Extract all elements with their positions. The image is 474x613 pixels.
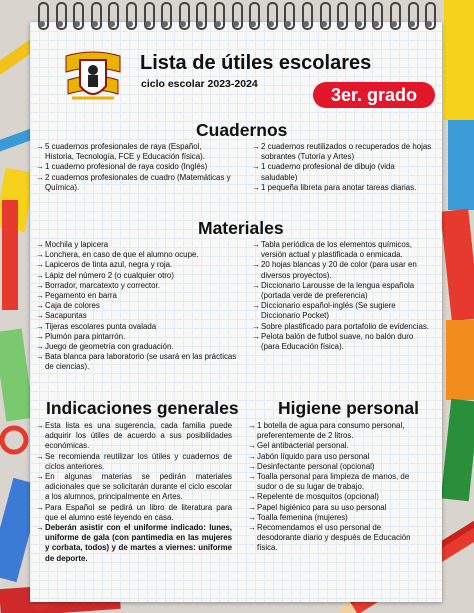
arrow-bullet-icon: → bbox=[248, 523, 256, 533]
list-item: → Juego de geometría con graduación. bbox=[36, 342, 174, 352]
materiales-list-left bbox=[36, 240, 238, 373]
list-item: → Tijeras escolares punta ovalada bbox=[36, 321, 157, 331]
arrow-bullet-icon: → bbox=[248, 492, 256, 502]
indicaciones-list bbox=[36, 421, 232, 564]
arrow-bullet-icon: → bbox=[36, 342, 44, 352]
notebook-rings bbox=[30, 2, 442, 32]
section-heading-indicaciones: Indicaciones generales bbox=[46, 398, 239, 418]
arrow-bullet-icon: → bbox=[36, 301, 44, 311]
arrow-bullet-icon: → bbox=[36, 523, 44, 533]
cuadernos-list-right bbox=[252, 142, 432, 193]
binder-hole bbox=[303, 21, 309, 27]
binder-hole bbox=[180, 21, 186, 27]
list-item: → Sobre plastificado para portafolio de evidencias. bbox=[252, 321, 429, 331]
list-item: → 5 cuadernos profesionales de raya (Español, Historia, Tecnología, FCE y Educación física). bbox=[36, 142, 205, 162]
list-item: → Lonchera, en caso de que el alumno ocupe. bbox=[36, 250, 199, 260]
arrow-bullet-icon: → bbox=[252, 162, 260, 172]
page-title: Lista de útiles escolares bbox=[140, 52, 372, 74]
arrow-bullet-icon: → bbox=[36, 352, 44, 362]
list-item: → Para Español se pedirá un libro de literatura para que el alumno esté leyendo en casa. bbox=[36, 502, 232, 522]
arrow-bullet-icon: → bbox=[36, 311, 44, 321]
list-item: → Pelota balón de futbol suave, no balón duro (para Educación física). bbox=[252, 331, 414, 352]
binder-hole bbox=[321, 21, 327, 27]
arrow-bullet-icon: → bbox=[248, 451, 256, 461]
arrow-bullet-icon: → bbox=[252, 182, 260, 192]
list-item: → En algunas materias se pedirán materiales adicionales que se solicitarán durante el ciclo escolar a los alumnos, principalmente en Artes. bbox=[36, 472, 232, 502]
arrow-bullet-icon: → bbox=[248, 472, 256, 482]
list-item: → Borrador, marcatexto y corrector. bbox=[36, 280, 160, 290]
arrow-bullet-icon: → bbox=[36, 172, 44, 182]
list-item: → Plumón para pintarrón. bbox=[36, 331, 126, 341]
arrow-bullet-icon: → bbox=[248, 512, 256, 522]
arrow-bullet-icon: → bbox=[252, 321, 260, 331]
list-item: → Deberán asistir con el uniforme indicado: lunes, uniforme de gala (con pantimedia en las mujeres y corbata, todos) y de martes a viernes: uniforme de deporte. bbox=[36, 523, 232, 563]
list-item: → Diccionario español-inglés (Se sugiere Diccionario Pocket) bbox=[252, 301, 396, 321]
list-item: → Lapiceros de tinta azul, negra y roja. bbox=[36, 260, 173, 270]
binder-hole bbox=[92, 21, 98, 27]
list-item: → Toalla femenina (mujeres) bbox=[248, 512, 348, 522]
binder-hole bbox=[391, 21, 397, 27]
list-item: → Recomendamos el uso personal de desodorante diario y después de Educación física. bbox=[248, 523, 411, 553]
arrow-bullet-icon: → bbox=[36, 250, 44, 260]
arrow-bullet-icon: → bbox=[252, 260, 260, 270]
list-item: → Jabón líquido para uso personal bbox=[248, 451, 370, 461]
list-item: → 20 hojas blancas y 20 de color (para usar en diversos proyectos). bbox=[252, 260, 417, 280]
arrow-bullet-icon: → bbox=[252, 331, 260, 341]
binder-hole bbox=[268, 21, 274, 27]
arrow-bullet-icon: → bbox=[248, 421, 256, 430]
binder-hole bbox=[39, 21, 45, 27]
list-item: → Lápiz del número 2 (o cualquier otro) bbox=[36, 270, 174, 280]
arrow-bullet-icon: → bbox=[36, 240, 44, 249]
list-item: → 1 botella de agua para consumo personal, preferentemente de 2 litros. bbox=[248, 421, 405, 441]
list-item: → 1 pequeña libreta para anotar tareas diarias. bbox=[252, 182, 417, 192]
arrow-bullet-icon: → bbox=[36, 321, 44, 331]
binder-hole bbox=[356, 21, 362, 27]
arrow-bullet-icon: → bbox=[252, 240, 260, 249]
arrow-bullet-icon: → bbox=[36, 142, 44, 151]
binder-hole bbox=[409, 21, 415, 27]
section-heading-higiene: Higiene personal bbox=[278, 398, 420, 418]
list-item: → Pegamento en barra bbox=[36, 291, 117, 301]
arrow-bullet-icon: → bbox=[36, 270, 44, 280]
list-item: → Desinfectante personal (opcional) bbox=[248, 461, 375, 471]
binder-hole bbox=[215, 21, 221, 27]
list-item: → 2 cuadernos profesionales de cuadro (Matemáticas y Química). bbox=[36, 172, 231, 192]
list-item: → 1 cuaderno profesional de raya cosido (Inglés) bbox=[36, 162, 208, 172]
school-crest-logo bbox=[62, 50, 124, 108]
list-item: → Se recomienda reutilizar los útiles y cuadernos de ciclos anteriores. bbox=[36, 451, 232, 471]
arrow-bullet-icon: → bbox=[248, 461, 256, 471]
arrow-bullet-icon: → bbox=[36, 421, 44, 430]
list-item: → Esta lista es una sugerencia, cada familia puede adquirir los útiles de acuerdo a sus posibilidades económicas. bbox=[36, 421, 232, 451]
arrow-bullet-icon: → bbox=[36, 451, 44, 461]
arrow-bullet-icon: → bbox=[36, 280, 44, 290]
arrow-bullet-icon: → bbox=[36, 291, 44, 301]
arrow-bullet-icon: → bbox=[36, 162, 44, 172]
binder-hole bbox=[145, 21, 151, 27]
arrow-bullet-icon: → bbox=[252, 280, 260, 290]
cuadernos-list-left bbox=[36, 142, 232, 193]
list-item: → Tabla periódica de los elementos químicos, versión actual y plastificada o enmicada. bbox=[252, 240, 412, 260]
higiene-list bbox=[248, 421, 420, 554]
section-heading-cuadernos: Cuadernos bbox=[196, 120, 288, 140]
list-item: → Bata blanca para laboratorio (se usará en las prácticas de ciencias). bbox=[36, 352, 237, 372]
list-item: → Diccionario Larousse de la lengua española (portada verde de preferencia) bbox=[252, 280, 415, 301]
arrow-bullet-icon: → bbox=[36, 331, 44, 341]
arrow-bullet-icon: → bbox=[248, 502, 256, 512]
arrow-bullet-icon: → bbox=[248, 441, 256, 451]
arrow-bullet-icon: → bbox=[36, 472, 44, 482]
binder-hole bbox=[127, 21, 133, 27]
list-item: → Toalla personal para limpieza de manos, de sudor o de su lugar de trabajo. bbox=[248, 472, 410, 492]
arrow-bullet-icon: → bbox=[252, 142, 260, 151]
section-heading-materiales: Materiales bbox=[198, 218, 284, 238]
list-item: → Gel antibacterial personal. bbox=[248, 441, 349, 451]
grade-badge: 3er. grado bbox=[313, 82, 435, 108]
list-item: → 2 cuadernos reutilizados o recuperados de hojas sobrantes (Tutoría y Artes) bbox=[252, 142, 432, 162]
binder-hole bbox=[57, 21, 63, 27]
list-item: → Papel higiénico para su uso personal bbox=[248, 502, 387, 512]
list-item: → Mochila y lapicera bbox=[36, 240, 109, 249]
list-item: → Caja de colores bbox=[36, 301, 100, 311]
binder-hole bbox=[233, 21, 239, 27]
arrow-bullet-icon: → bbox=[36, 502, 44, 512]
list-item: → 1 cuaderno profesional de dibujo (vida saludable) bbox=[252, 162, 395, 182]
materiales-list-right bbox=[252, 240, 432, 352]
arrow-bullet-icon: → bbox=[36, 260, 44, 270]
arrow-bullet-icon: → bbox=[252, 301, 260, 311]
list-item: → Sacapuntas bbox=[36, 311, 87, 321]
list-item: → Repelente de mosquitos (opcional) bbox=[248, 492, 379, 502]
school-year: ciclo escolar 2023-2024 bbox=[141, 78, 258, 90]
